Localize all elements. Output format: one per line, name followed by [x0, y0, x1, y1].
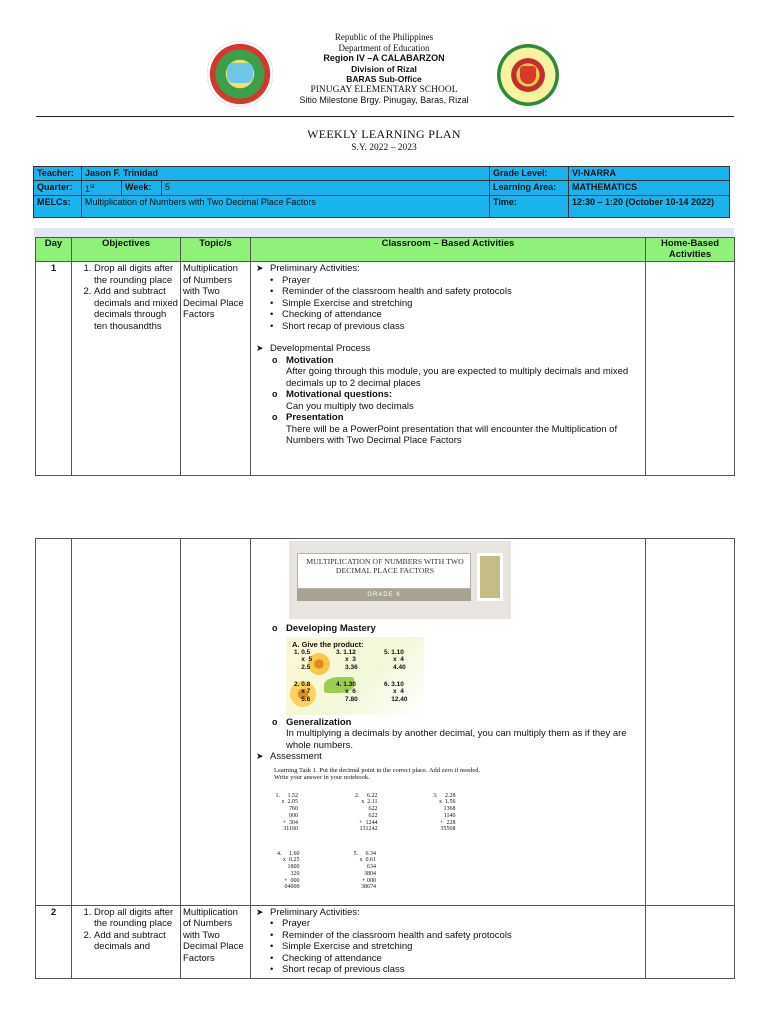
preliminary-list [256, 275, 641, 333]
list-item: • Simple Exercise and stretching [270, 941, 641, 953]
developing-mastery-heading: o Developing Mastery [272, 623, 376, 634]
objectives-cell [72, 905, 181, 978]
powerpoint-slide-image [289, 541, 511, 619]
mastery-problem: 3. 1.12 x 3 3.36 [336, 648, 358, 671]
classroom-activities-cell [251, 262, 646, 476]
grade-level: VI-NARRA [569, 167, 730, 181]
presentation-text: There will be a PowerPoint presentation that will encounter the Multiplication of Numbers with Two Decimal Place Factors [286, 423, 618, 446]
week-value: 5 [162, 180, 490, 196]
objective-item: 2. Add and subtract decimals and [94, 930, 178, 953]
teacher-label: Teacher: [34, 167, 82, 181]
mastery-problem: 2. 0.8 x 7 5.6 [294, 680, 311, 703]
arrow-bullet-icon: ➤ [256, 343, 264, 353]
circle-bullet-icon: o [272, 716, 278, 727]
table-row [36, 905, 735, 978]
circle-bullet-icon: o [272, 354, 278, 365]
header-school: PINUGAY ELEMENTARY SCHOOL [310, 84, 458, 95]
header-divider [36, 116, 734, 117]
motivation-heading: o Motivation [272, 354, 334, 366]
slide-title: MULTIPLICATION OF NUMBERS WITH TWO DECIMAL PLACE FACTORS [306, 557, 464, 575]
objective-item: 1. Drop all digits after the rounding place [94, 907, 178, 930]
table-top-band [34, 228, 734, 237]
circle-bullet-icon: o [272, 412, 278, 422]
learning-task-problem: 2. 6.22 x 2.11 622 622 + 1244 131242 [355, 792, 378, 833]
col-objectives: Objectives [72, 238, 181, 262]
home-activities-cell [646, 905, 735, 978]
preliminary-heading: ➤ Preliminary Activities: [256, 263, 360, 274]
arrow-bullet-icon: ➤ [256, 263, 264, 273]
header-division: Division of Rizal [351, 63, 417, 74]
header-address: Sitio Milestone Brgy. Pinugay, Baras, Rizal [299, 95, 469, 105]
melcs-label: MELCs: [34, 196, 82, 218]
col-topics: Topic/s [181, 238, 251, 262]
quarter-value: 1st [82, 180, 122, 196]
day-number: 1 [36, 262, 72, 476]
learning-task-problem: 5. 6.34 x 0.61 634 3804 + 000 38674 [353, 850, 376, 891]
generalization-heading: o Generalization [272, 716, 352, 728]
topic-cell: Multiplication of Numbers with Two Decimal Place Factors [181, 905, 251, 978]
objective-item: 1. Drop all digits after the rounding place [94, 263, 178, 286]
list-item: • Prayer [270, 275, 641, 287]
list-item: • Simple Exercise and stretching [270, 298, 641, 310]
preliminary-list [256, 918, 641, 976]
mastery-problem: 4. 1.30 x 6 7.80 [336, 680, 358, 703]
motivation-text: After going through this module, you are expected to multiply decimals and mixed decimals up to 2 decimal places [286, 366, 629, 389]
list-item: • Reminder of the classroom health and safety protocols [270, 286, 641, 298]
learning-task-image [274, 765, 492, 903]
teacher-name: Jason F. Trinidad [82, 167, 490, 181]
classroom-activities-cell [251, 539, 646, 906]
col-home-activities: Home-Based Activities [646, 238, 735, 262]
list-item: • Short recap of previous class [270, 964, 641, 976]
table-row [36, 539, 735, 906]
objectives-cell [72, 539, 181, 906]
header-department: Department of Education [338, 42, 430, 53]
classroom-activities-cell [251, 905, 646, 978]
motivational-questions-text: Can you multiply two decimals [286, 400, 414, 412]
home-activities-cell [646, 262, 735, 476]
week-label: Week: [122, 180, 162, 196]
mastery-worksheet-image [286, 637, 424, 715]
preliminary-heading: ➤ Preliminary Activities: [256, 906, 360, 918]
table-row [36, 262, 735, 476]
motivational-questions-heading: o Motivational questions: [272, 389, 393, 400]
developmental-heading: ➤ Developmental Process [256, 343, 371, 354]
slide-accent [477, 553, 503, 601]
letterhead-text [0, 32, 768, 106]
list-item: • Short recap of previous class [270, 321, 641, 333]
document-title: WEEKLY LEARNING PLAN [307, 127, 461, 141]
col-day: Day [36, 238, 72, 262]
circle-bullet-icon: o [272, 389, 278, 399]
quarter-label: Quarter: [34, 180, 82, 196]
mastery-problem: 6. 3.10 x 4 12.40 [384, 680, 408, 703]
header-republic: Republic of the Philippines [334, 32, 434, 42]
plan-table-page2 [35, 538, 735, 979]
header-region: Region IV –A CALABARZON [323, 53, 445, 63]
learning-area-label: Learning Area: [490, 180, 569, 196]
list-item: • Reminder of the classroom health and safety protocols [270, 930, 641, 942]
objectives-cell [72, 262, 181, 476]
assessment-heading: ➤ Assessment [256, 751, 322, 762]
learning-area: MATHEMATICS [569, 180, 730, 196]
list-item: • Checking of attendance [270, 953, 641, 965]
header-sub-office: BARAS Sub-Office [346, 74, 422, 84]
presentation-heading: o Presentation [272, 412, 344, 423]
learning-task-problem: 3. 2.28 x 1.56 1368 1140 + 228 35568 [433, 792, 456, 833]
melcs-value: Multiplication of Numbers with Two Decimal Place Factors [82, 196, 490, 218]
column-header-row [36, 238, 735, 262]
topic-cell: Multiplication of Numbers with Two Decimal Place Factors [181, 262, 251, 476]
time-label: Time: [490, 196, 569, 218]
mastery-problem: 5. 1.10 x 4 4.40 [384, 648, 406, 671]
col-classroom-activities: Classroom – Based Activities [251, 238, 646, 262]
info-table [33, 166, 730, 218]
letterhead [0, 30, 768, 114]
learning-task-problem: 1. 1.52 x 2.05 760 000 + 304 31160 [275, 792, 298, 833]
slide-subtitle: GRADE 6 [367, 592, 401, 598]
plan-table-page1 [35, 237, 735, 476]
school-year: S.Y. 2022 – 2023 [351, 143, 417, 153]
mastery-title: A. Give the product: [292, 639, 364, 649]
learning-task-problem: 4. 1.60 x 0.25 1800 320 + 000 04000 [277, 850, 300, 891]
learning-task-title: Learning Task 1. Put the decimal point in the correct place. Add zero if needed. Write your answer in your notebook. [274, 766, 481, 781]
list-item: • Checking of attendance [270, 309, 641, 321]
arrow-bullet-icon: ➤ [256, 751, 264, 761]
topic-cell [181, 539, 251, 906]
grade-label: Grade Level: [490, 167, 569, 181]
time-value: 12:30 – 1:20 (October 10-14 2022) [569, 196, 730, 218]
circle-bullet-icon: o [272, 623, 278, 633]
day-number [36, 539, 72, 906]
home-activities-cell [646, 539, 735, 906]
objective-item: 2. Add and subtract decimals and mixed decimals through ten thousandths [94, 286, 178, 332]
arrow-bullet-icon: ➤ [256, 906, 264, 917]
generalization-text: In multiplying a decimals by another decimal, you can multiply them as if they are whole numbers. [286, 728, 627, 751]
list-item: • Prayer [270, 918, 641, 930]
day-number: 2 [36, 905, 72, 978]
mastery-problem: 1. 0.5 x 5 2.5 [294, 648, 313, 671]
